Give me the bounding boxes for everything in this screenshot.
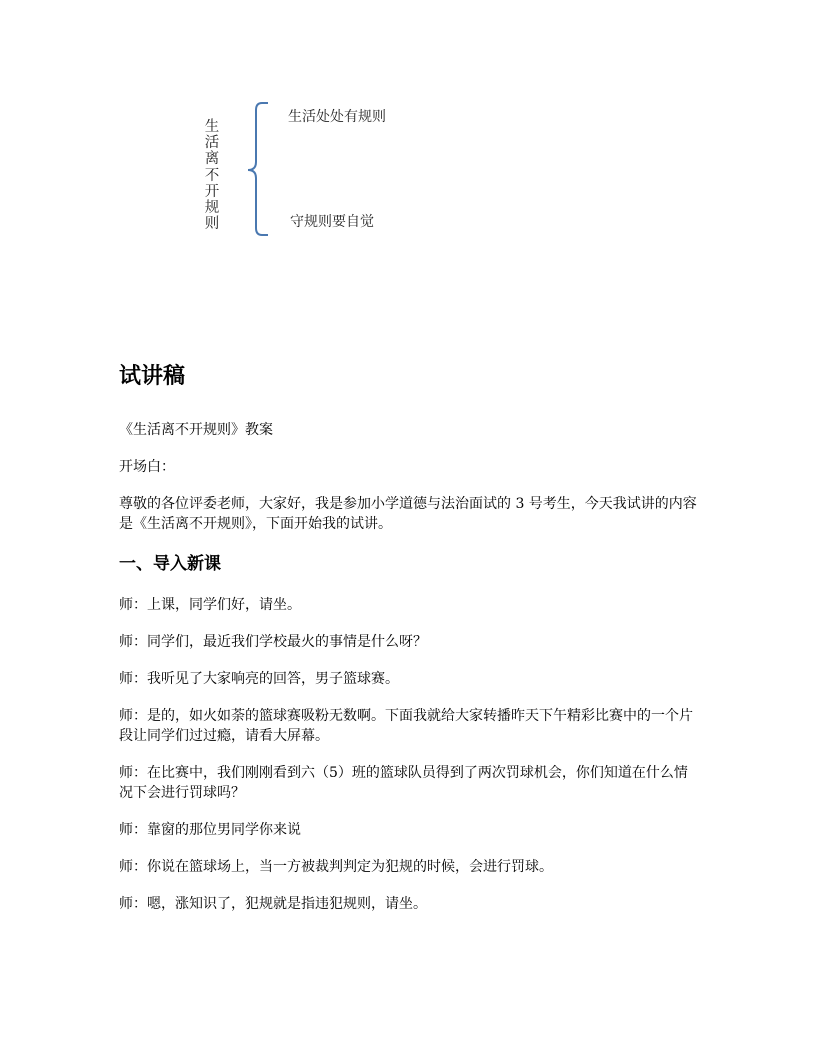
document-body [119,360,699,931]
dialogue-line: 师：在比赛中，我们刚刚看到六（5）班的篮球队员得到了两次罚球机会，你们知道在什么情况下会进行罚球吗？ [119,765,688,801]
diagram-branch-2: 守规则要自觉 [290,214,374,230]
diagram-branch-1: 生活处处有规则 [288,109,386,125]
brace-icon [240,100,272,240]
opening-label: 开场白： [119,459,175,475]
diagram-vertical-title: 生活离不开规则 [204,119,220,233]
dialogue-line: 师：是的，如火如荼的篮球赛吸粉无数啊。下面我就给大家转播昨天下午精彩比赛中的一个片段让同学们过过瘾，请看大屏幕。 [119,708,693,744]
dialogue-line: 师：靠窗的那位男同学你来说 [119,822,301,838]
opening-paragraph: 尊敬的各位评委老师，大家好，我是参加小学道德与法治面试的 3 号考生，今天我试讲的内容是《生活离不开规则》，下面开始我的试讲。 [119,496,697,532]
lesson-title: 《生活离不开规则》教案 [119,422,273,438]
section-heading: 一、导入新课 [119,554,221,574]
dialogue-line: 师：你说在篮球场上，当一方被裁判判定为犯规的时候，会进行罚球。 [119,859,553,875]
concept-diagram [0,0,816,260]
dialogue-line: 师：嗯，涨知识了，犯规就是指违犯规则，请坐。 [119,896,427,912]
dialogue-line: 师：同学们，最近我们学校最火的事情是什么呀？ [119,634,427,650]
dialogue-line: 师：上课，同学们好，请坐。 [119,597,301,613]
dialogue-line: 师：我听见了大家响亮的回答，男子篮球赛。 [119,671,399,687]
document-heading: 试讲稿 [119,364,186,389]
